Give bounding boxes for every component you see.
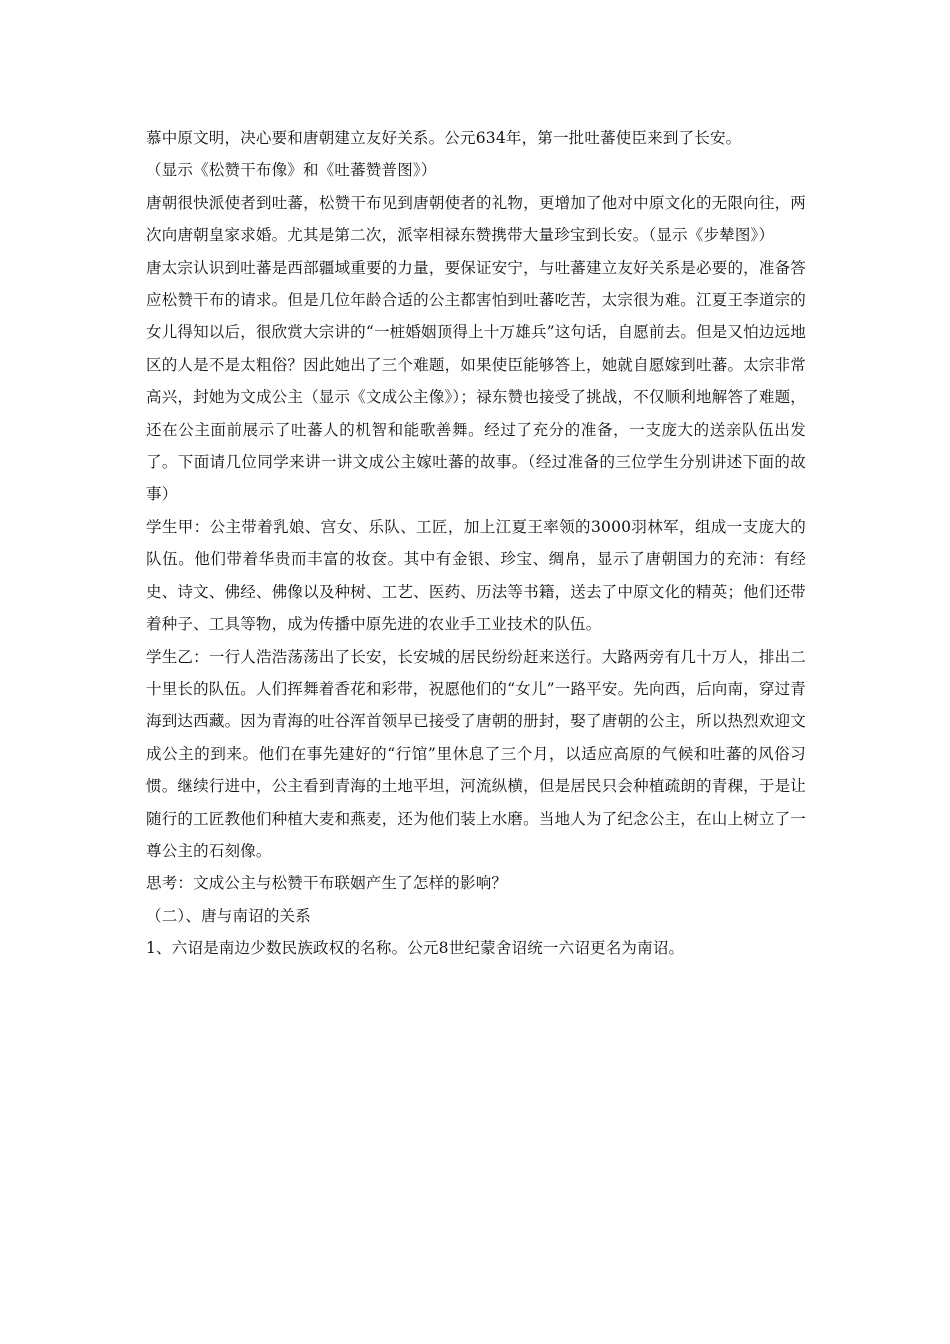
document-page	[146, 122, 806, 965]
paragraph-question: 思考：文成公主与松赞干布联姻产生了怎样的影响？	[146, 874, 508, 893]
paragraph-show-portraits: （显示《松赞干布像》和《吐蕃赞普图》）	[146, 161, 437, 180]
paragraph-tubo-envoys: 慕中原文明，决心要和唐朝建立友好关系。公元634年，第一批吐蕃使臣来到了长安。	[146, 129, 742, 147]
paragraph-nanzhao-item-1: 1、六诏是南边少数民族政权的名称。公元8世纪蒙舍诏统一六诏更名为南诏。	[146, 939, 685, 958]
paragraph-student-a: 学生甲：公主带着乳娘、宫女、乐队、工匠，加上江夏王率领的3000羽林军，组成一支庞大的队伍。他们带着华贵而丰富的妆奁。其中有金银、珍宝、绸帛，显示了唐朝国力的充沛：有经史、诗文、佛经、佛像以及种树、工艺、医药、历法等书籍，送去了中原文化的精英；他们还带着种子、工具等物，成为传播中原先进的农业手工业技术的队伍。	[146, 517, 806, 634]
paragraph-marriage-proposal: 唐朝很快派使者到吐蕃，松赞干布见到唐朝使者的礼物，更增加了他对中原文化的无限向往，两次向唐朝皇家求婚。尤其是第二次，派宰相禄东赞携带大量珍宝到长安。（显示《步辇图》）	[146, 193, 806, 245]
paragraph-student-b: 学生乙：一行人浩浩荡荡出了长安，长安城的居民纷纷赶来送行。大路两旁有几十万人，排出二十里长的队伍。人们挥舞着香花和彩带，祝愿他们的“女儿”一路平安。先向西，后向南，穿过青海到达西藏。因为青海的吐谷浑首领早已接受了唐朝的册封，娶了唐朝的公主，所以热烈欢迎文成公主的到来。他们在事先建好的“行馆”里休息了三个月，以适应高原的气候和吐蕃的风俗习惯。继续行进中，公主看到青海的土地平坦，河流纵横，但是居民只会种植疏朗的青稞，于是让随行的工匠教他们种植大麦和燕麦，还为他们装上水磨。当地人为了纪念公主，在山上树立了一尊公主的石刻像。	[146, 647, 806, 860]
section-heading-nanzhao: （二）、唐与南诏的关系	[146, 906, 311, 925]
paragraph-taizong-decision: 唐太宗认识到吐蕃是西部疆域重要的力量，要保证安宁，与吐蕃建立友好关系是必要的，准备答应松赞干布的请求。但是几位年龄合适的公主都害怕到吐蕃吃苦，太宗很为难。江夏王李道宗的女儿得知以后，很欣赏大宗讲的“一桩婚姻顶得上十万雄兵”这句话，自愿前去。但是又怕边远地区的人是不是太粗俗？因此她出了三个难题，如果使臣能够答上，她就自愿嫁到吐蕃。太宗非常高兴，封她为文成公主（显示《文成公主像》）；禄东赞也接受了挑战，不仅顺利地解答了难题，还在公主面前展示了吐蕃人的机智和能歌善舞。经过了充分的准备，一支庞大的送亲队伍出发了。下面请几位同学来讲一讲文成公主嫁吐蕃的故事。（经过准备的三位学生分别讲述下面的故事）	[146, 258, 806, 504]
